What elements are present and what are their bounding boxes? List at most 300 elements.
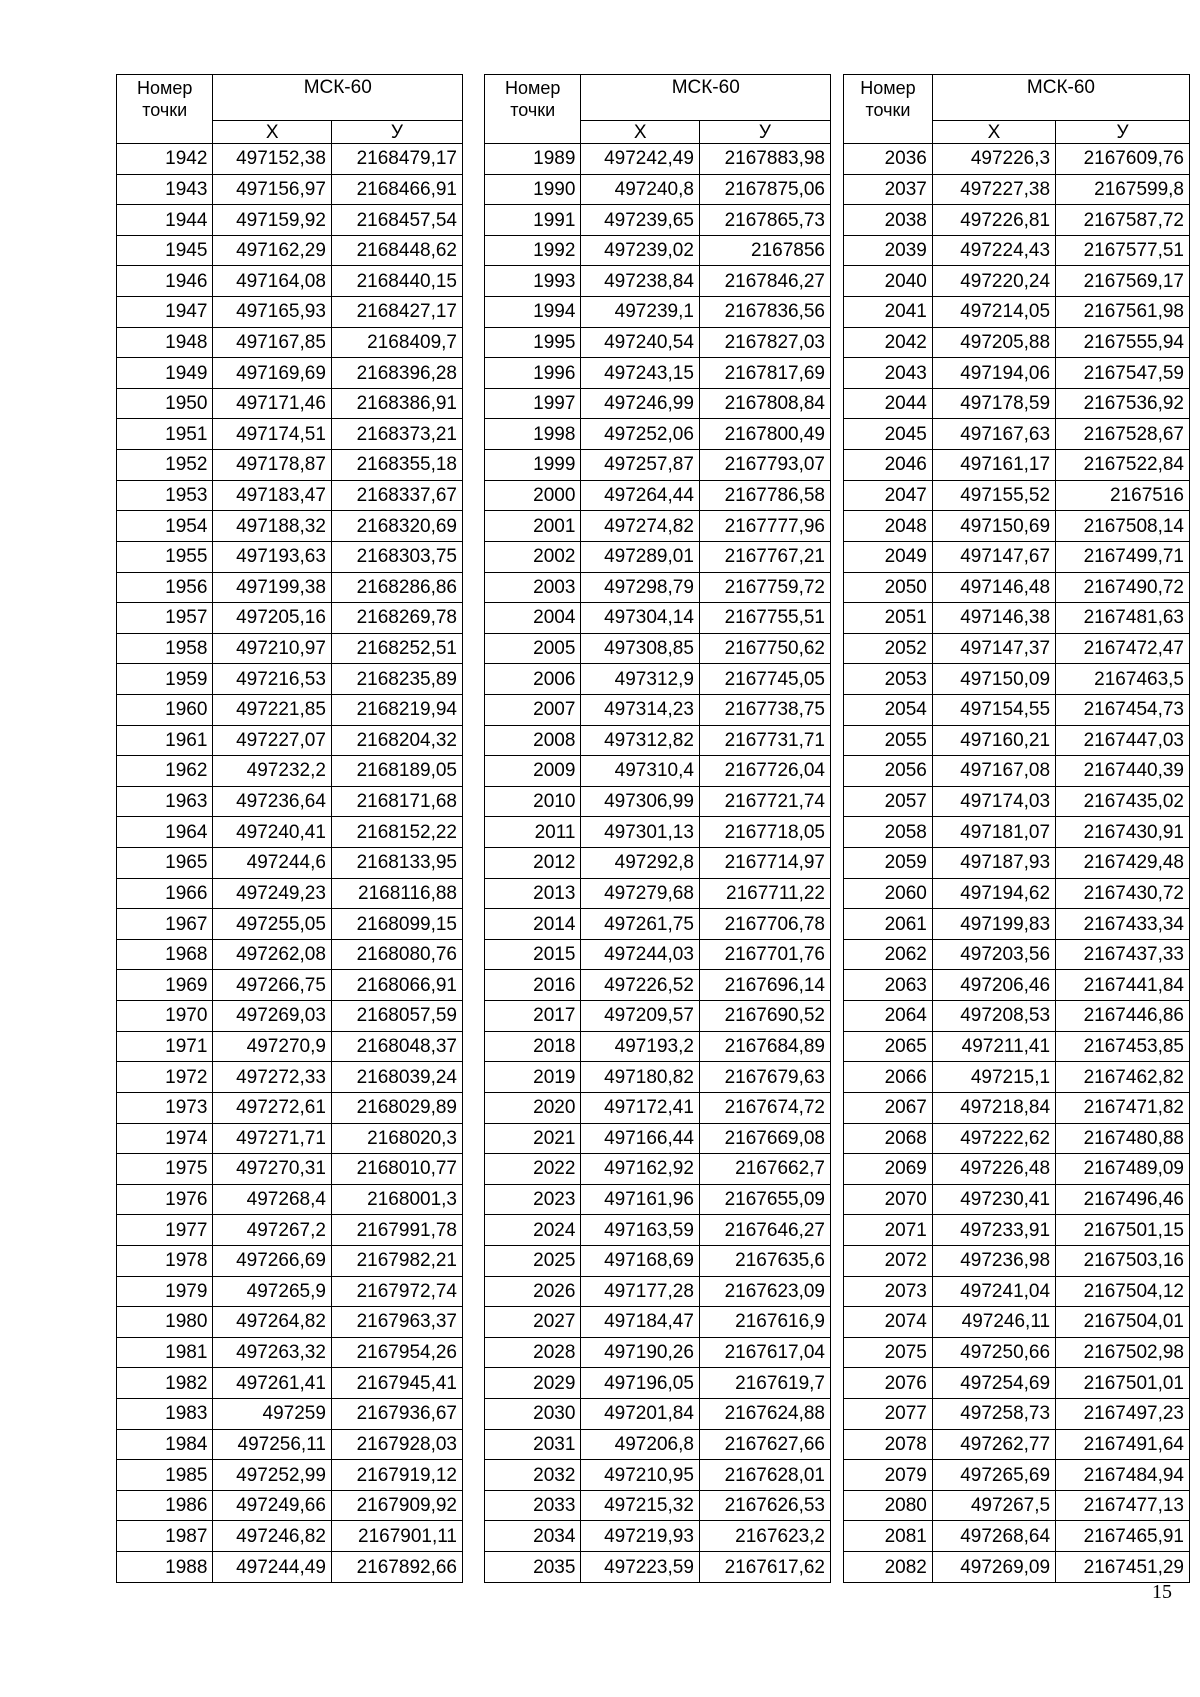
x-coordinate-cell: 497279,68 (581, 878, 699, 909)
coordinate-table-3 (843, 74, 1190, 1583)
table-row (117, 1154, 463, 1185)
point-number-cell: 2064 (844, 1001, 933, 1032)
table-row (844, 1154, 1190, 1185)
table-row (485, 1001, 831, 1032)
x-coordinate-cell: 497154,55 (932, 694, 1055, 725)
y-coordinate-cell: 2167690,52 (699, 1001, 830, 1032)
point-number-cell: 2003 (485, 572, 581, 603)
x-coordinate-cell: 497194,62 (932, 878, 1055, 909)
x-coordinate-cell: 497246,82 (213, 1521, 331, 1552)
point-number-cell: 1949 (117, 358, 213, 389)
table-row (117, 1490, 463, 1521)
point-number-cell: 2040 (844, 266, 933, 297)
y-coordinate-cell: 2167777,96 (699, 511, 830, 542)
y-coordinate-cell: 2167481,63 (1056, 603, 1190, 634)
x-coordinate-cell: 497239,1 (581, 297, 699, 328)
x-coordinate-cell: 497178,59 (932, 388, 1055, 419)
y-coordinate-cell: 2168048,37 (331, 1031, 462, 1062)
table-row (117, 1031, 463, 1062)
x-coordinate-cell: 497196,05 (581, 1368, 699, 1399)
point-number-cell: 2050 (844, 572, 933, 603)
x-coordinate-cell: 497226,81 (932, 205, 1055, 236)
y-coordinate-cell: 2167429,48 (1056, 848, 1190, 879)
table-row (117, 878, 463, 909)
y-coordinate-cell: 2167462,82 (1056, 1062, 1190, 1093)
x-coordinate-cell: 497210,95 (581, 1460, 699, 1491)
x-coordinate-cell: 497268,4 (213, 1184, 331, 1215)
y-coordinate-cell: 2167928,03 (331, 1429, 462, 1460)
x-coordinate-cell: 497183,47 (213, 480, 331, 511)
x-coordinate-cell: 497177,28 (581, 1276, 699, 1307)
table-row (485, 664, 831, 695)
y-coordinate-cell: 2167516 (1056, 480, 1190, 511)
point-number-cell: 2042 (844, 327, 933, 358)
x-coordinate-cell: 497147,67 (932, 541, 1055, 572)
y-coordinate-cell: 2167504,12 (1056, 1276, 1190, 1307)
x-coordinate-cell: 497181,07 (932, 817, 1055, 848)
point-number-cell: 1974 (117, 1123, 213, 1154)
y-coordinate-cell: 2168320,69 (331, 511, 462, 542)
coordinate-system-header: МСК-60 (932, 75, 1189, 121)
point-number-cell: 2058 (844, 817, 933, 848)
x-coordinate-cell: 497216,53 (213, 664, 331, 695)
point-number-cell: 2045 (844, 419, 933, 450)
x-coordinate-cell: 497162,92 (581, 1154, 699, 1185)
x-coordinate-cell: 497314,23 (581, 694, 699, 725)
y-coordinate-cell: 2168080,76 (331, 939, 462, 970)
y-coordinate-cell: 2167489,09 (1056, 1154, 1190, 1185)
y-coordinate-cell: 2167711,22 (699, 878, 830, 909)
y-coordinate-cell: 2167501,01 (1056, 1368, 1190, 1399)
y-coordinate-cell: 2167555,94 (1056, 327, 1190, 358)
table-row (117, 174, 463, 205)
point-number-cell: 2079 (844, 1460, 933, 1491)
x-coordinate-cell: 497209,57 (581, 1001, 699, 1032)
y-coordinate-cell: 2167684,89 (699, 1031, 830, 1062)
x-coordinate-cell: 497256,11 (213, 1429, 331, 1460)
x-coordinate-cell: 497224,43 (932, 235, 1055, 266)
y-coordinate-cell: 2167569,17 (1056, 266, 1190, 297)
table-row (844, 1429, 1190, 1460)
x-coordinate-cell: 497226,3 (932, 144, 1055, 175)
point-number-cell: 2009 (485, 756, 581, 787)
point-number-cell: 2073 (844, 1276, 933, 1307)
y-column-header: У (699, 121, 830, 144)
x-coordinate-cell: 497252,06 (581, 419, 699, 450)
table-row (117, 388, 463, 419)
table-row (485, 1276, 831, 1307)
table-row (117, 1337, 463, 1368)
x-coordinate-cell: 497162,29 (213, 235, 331, 266)
table-row (117, 1215, 463, 1246)
x-coordinate-cell: 497240,8 (581, 174, 699, 205)
x-coordinate-cell: 497180,82 (581, 1062, 699, 1093)
table-row (485, 1521, 831, 1552)
point-number-cell: 2019 (485, 1062, 581, 1093)
point-number-cell: 2044 (844, 388, 933, 419)
table-row (485, 388, 831, 419)
x-coordinate-cell: 497167,63 (932, 419, 1055, 450)
x-coordinate-cell: 497242,49 (581, 144, 699, 175)
table-row (117, 1521, 463, 1552)
table-row (485, 174, 831, 205)
point-number-cell: 2081 (844, 1521, 933, 1552)
y-coordinate-cell: 2168386,91 (331, 388, 462, 419)
table-row (485, 327, 831, 358)
table-row (485, 205, 831, 236)
x-coordinate-cell: 497269,03 (213, 1001, 331, 1032)
y-coordinate-cell: 2167731,71 (699, 725, 830, 756)
point-number-cell: 2043 (844, 358, 933, 389)
x-coordinate-cell: 497188,32 (213, 511, 331, 542)
y-coordinate-cell: 2167674,72 (699, 1092, 830, 1123)
y-coordinate-cell: 2167726,04 (699, 756, 830, 787)
table-row (485, 817, 831, 848)
y-coordinate-cell: 2167617,62 (699, 1552, 830, 1583)
point-number-cell: 1969 (117, 970, 213, 1001)
table-row (117, 297, 463, 328)
y-coordinate-cell: 2167497,23 (1056, 1398, 1190, 1429)
table-row (844, 388, 1190, 419)
table-row (844, 848, 1190, 879)
table-row (485, 1490, 831, 1521)
x-coordinate-cell: 497219,93 (581, 1521, 699, 1552)
point-number-cell: 1954 (117, 511, 213, 542)
y-coordinate-cell: 2167909,92 (331, 1490, 462, 1521)
table-row (117, 939, 463, 970)
y-coordinate-cell: 2167577,51 (1056, 235, 1190, 266)
x-coordinate-cell: 497265,9 (213, 1276, 331, 1307)
x-coordinate-cell: 497150,09 (932, 664, 1055, 695)
y-coordinate-cell: 2168252,51 (331, 633, 462, 664)
point-number-cell: 2021 (485, 1123, 581, 1154)
y-coordinate-cell: 2167624,88 (699, 1398, 830, 1429)
point-number-cell: 2024 (485, 1215, 581, 1246)
x-coordinate-cell: 497152,38 (213, 144, 331, 175)
x-coordinate-cell: 497201,84 (581, 1398, 699, 1429)
y-coordinate-cell: 2167480,88 (1056, 1123, 1190, 1154)
x-coordinate-cell: 497249,66 (213, 1490, 331, 1521)
y-coordinate-cell: 2167628,01 (699, 1460, 830, 1491)
table-row (117, 817, 463, 848)
y-coordinate-cell: 2167623,09 (699, 1276, 830, 1307)
point-number-cell: 1943 (117, 174, 213, 205)
y-coordinate-cell: 2167745,05 (699, 664, 830, 695)
x-coordinate-cell: 497236,98 (932, 1245, 1055, 1276)
page-number: 15 (1152, 1581, 1172, 1603)
y-coordinate-cell: 2168235,89 (331, 664, 462, 695)
y-coordinate-cell: 2168133,95 (331, 848, 462, 879)
table-row (844, 603, 1190, 634)
x-coordinate-cell: 497244,03 (581, 939, 699, 970)
table-row (485, 1092, 831, 1123)
x-coordinate-cell: 497194,06 (932, 358, 1055, 389)
y-coordinate-cell: 2167786,58 (699, 480, 830, 511)
point-number-cell: 2056 (844, 756, 933, 787)
point-number-cell: 2036 (844, 144, 933, 175)
point-number-cell: 1996 (485, 358, 581, 389)
point-number-cell: 1942 (117, 144, 213, 175)
point-number-cell: 1990 (485, 174, 581, 205)
point-number-cell: 1951 (117, 419, 213, 450)
point-number-cell: 2070 (844, 1184, 933, 1215)
table-row (117, 1092, 463, 1123)
table-row (844, 1092, 1190, 1123)
point-number-cell: 1981 (117, 1337, 213, 1368)
point-number-cell: 2072 (844, 1245, 933, 1276)
x-coordinate-cell: 497274,82 (581, 511, 699, 542)
y-coordinate-cell: 2167696,14 (699, 970, 830, 1001)
y-coordinate-cell: 2167491,64 (1056, 1429, 1190, 1460)
point-number-header: Номер точки (844, 75, 933, 144)
y-coordinate-cell: 2167561,98 (1056, 297, 1190, 328)
y-coordinate-cell: 2167669,08 (699, 1123, 830, 1154)
x-coordinate-cell: 497193,2 (581, 1031, 699, 1062)
x-coordinate-cell: 497205,88 (932, 327, 1055, 358)
point-number-cell: 1966 (117, 878, 213, 909)
x-coordinate-cell: 497246,11 (932, 1307, 1055, 1338)
x-coordinate-cell: 497166,44 (581, 1123, 699, 1154)
y-coordinate-cell: 2167963,37 (331, 1307, 462, 1338)
table-row (117, 848, 463, 879)
table-row (844, 1123, 1190, 1154)
y-coordinate-cell: 2167508,14 (1056, 511, 1190, 542)
x-coordinate-cell: 497272,61 (213, 1092, 331, 1123)
table-row (844, 174, 1190, 205)
x-coordinate-cell: 497190,26 (581, 1337, 699, 1368)
table-row (844, 786, 1190, 817)
y-coordinate-cell: 2167767,21 (699, 541, 830, 572)
y-coordinate-cell: 2167433,34 (1056, 909, 1190, 940)
x-coordinate-cell: 497254,69 (932, 1368, 1055, 1399)
point-number-cell: 1948 (117, 327, 213, 358)
x-coordinate-cell: 497238,84 (581, 266, 699, 297)
y-column-header: У (1056, 121, 1190, 144)
y-coordinate-cell: 2167972,74 (331, 1276, 462, 1307)
table-row (485, 1398, 831, 1429)
table-row (844, 817, 1190, 848)
point-number-cell: 1995 (485, 327, 581, 358)
table-row (117, 266, 463, 297)
point-number-cell: 2053 (844, 664, 933, 695)
point-number-cell: 1982 (117, 1368, 213, 1399)
y-coordinate-cell: 2168396,28 (331, 358, 462, 389)
x-coordinate-cell: 497270,9 (213, 1031, 331, 1062)
x-coordinate-cell: 497161,96 (581, 1184, 699, 1215)
table-row (485, 1215, 831, 1246)
y-coordinate-cell: 2167635,6 (699, 1245, 830, 1276)
y-coordinate-cell: 2168355,18 (331, 450, 462, 481)
point-number-cell: 2030 (485, 1398, 581, 1429)
table-row (485, 358, 831, 389)
y-coordinate-cell: 2168066,91 (331, 970, 462, 1001)
table-row (117, 909, 463, 940)
table-row (844, 694, 1190, 725)
y-coordinate-cell: 2167623,2 (699, 1521, 830, 1552)
x-coordinate-cell: 497267,2 (213, 1215, 331, 1246)
point-number-cell: 1964 (117, 817, 213, 848)
point-number-cell: 1994 (485, 297, 581, 328)
point-number-cell: 1988 (117, 1552, 213, 1583)
table-row (485, 450, 831, 481)
y-coordinate-cell: 2167865,73 (699, 205, 830, 236)
y-coordinate-cell: 2167451,29 (1056, 1552, 1190, 1583)
table-row (485, 848, 831, 879)
point-number-cell: 1979 (117, 1276, 213, 1307)
x-coordinate-cell: 497269,09 (932, 1552, 1055, 1583)
coordinate-system-header: МСК-60 (213, 75, 463, 121)
point-number-cell: 2029 (485, 1368, 581, 1399)
x-coordinate-cell: 497211,41 (932, 1031, 1055, 1062)
table-row (485, 970, 831, 1001)
table-row (485, 1460, 831, 1491)
table-row (117, 1460, 463, 1491)
point-number-cell: 2002 (485, 541, 581, 572)
point-number-cell: 1953 (117, 480, 213, 511)
y-coordinate-cell: 2167856 (699, 235, 830, 266)
x-coordinate-cell: 497246,99 (581, 388, 699, 419)
table-row (844, 1184, 1190, 1215)
table-row (485, 1307, 831, 1338)
point-number-cell: 2020 (485, 1092, 581, 1123)
y-coordinate-cell: 2167440,39 (1056, 756, 1190, 787)
x-coordinate-cell: 497174,51 (213, 419, 331, 450)
y-coordinate-cell: 2167547,59 (1056, 358, 1190, 389)
x-coordinate-cell: 497259 (213, 1398, 331, 1429)
y-coordinate-cell: 2168116,88 (331, 878, 462, 909)
y-coordinate-cell: 2168099,15 (331, 909, 462, 940)
y-coordinate-cell: 2167453,85 (1056, 1031, 1190, 1062)
table-row (117, 1276, 463, 1307)
point-number-cell: 2047 (844, 480, 933, 511)
y-coordinate-cell: 2167646,27 (699, 1215, 830, 1246)
point-number-cell: 1973 (117, 1092, 213, 1123)
x-coordinate-cell: 497193,63 (213, 541, 331, 572)
x-coordinate-cell: 497184,47 (581, 1307, 699, 1338)
x-column-header: Х (213, 121, 331, 144)
table-row (485, 939, 831, 970)
point-number-cell: 2007 (485, 694, 581, 725)
y-coordinate-cell: 2167892,66 (331, 1552, 462, 1583)
table-row (844, 664, 1190, 695)
x-coordinate-cell: 497240,41 (213, 817, 331, 848)
x-coordinate-cell: 497240,54 (581, 327, 699, 358)
table-row (844, 144, 1190, 175)
y-coordinate-cell: 2167800,49 (699, 419, 830, 450)
table-row (117, 144, 463, 175)
table-row (485, 1552, 831, 1583)
y-coordinate-cell: 2168001,3 (331, 1184, 462, 1215)
point-number-cell: 1987 (117, 1521, 213, 1552)
point-number-cell: 2075 (844, 1337, 933, 1368)
x-coordinate-cell: 497161,17 (932, 450, 1055, 481)
y-coordinate-cell: 2168457,54 (331, 205, 462, 236)
table-row (117, 1001, 463, 1032)
point-number-cell: 2039 (844, 235, 933, 266)
x-coordinate-cell: 497167,85 (213, 327, 331, 358)
point-number-cell: 1962 (117, 756, 213, 787)
coordinate-table-2 (484, 74, 831, 1583)
y-coordinate-cell: 2167619,7 (699, 1368, 830, 1399)
point-number-cell: 2061 (844, 909, 933, 940)
x-coordinate-cell: 497169,69 (213, 358, 331, 389)
x-coordinate-cell: 497298,79 (581, 572, 699, 603)
table-row (844, 756, 1190, 787)
table-row (485, 1184, 831, 1215)
y-coordinate-cell: 2167430,91 (1056, 817, 1190, 848)
x-coordinate-cell: 497163,59 (581, 1215, 699, 1246)
y-coordinate-cell: 2167738,75 (699, 694, 830, 725)
point-number-cell: 2034 (485, 1521, 581, 1552)
point-number-cell: 2018 (485, 1031, 581, 1062)
x-coordinate-cell: 497199,83 (932, 909, 1055, 940)
x-coordinate-cell: 497226,48 (932, 1154, 1055, 1185)
table-row (844, 1245, 1190, 1276)
y-coordinate-cell: 2167503,16 (1056, 1245, 1190, 1276)
point-number-cell: 2032 (485, 1460, 581, 1491)
y-coordinate-cell: 2167662,7 (699, 1154, 830, 1185)
x-coordinate-cell: 497232,2 (213, 756, 331, 787)
y-coordinate-cell: 2167626,53 (699, 1490, 830, 1521)
y-coordinate-cell: 2167490,72 (1056, 572, 1190, 603)
y-coordinate-cell: 2167435,02 (1056, 786, 1190, 817)
y-coordinate-cell: 2167817,69 (699, 358, 830, 389)
table-row (485, 572, 831, 603)
table-row (117, 664, 463, 695)
table-row (117, 480, 463, 511)
table-row (117, 1062, 463, 1093)
table-row (117, 603, 463, 634)
table-row (844, 450, 1190, 481)
y-coordinate-cell: 2168057,59 (331, 1001, 462, 1032)
y-coordinate-cell: 2168466,91 (331, 174, 462, 205)
table-row (485, 756, 831, 787)
table-row (485, 541, 831, 572)
point-number-cell: 2017 (485, 1001, 581, 1032)
y-coordinate-cell: 2168020,3 (331, 1123, 462, 1154)
point-number-cell: 1958 (117, 633, 213, 664)
point-number-cell: 1950 (117, 388, 213, 419)
table-row (485, 1031, 831, 1062)
table-row (844, 1460, 1190, 1491)
x-coordinate-cell: 497230,41 (932, 1184, 1055, 1215)
table-row (485, 725, 831, 756)
y-coordinate-cell: 2167701,76 (699, 939, 830, 970)
point-number-cell: 1975 (117, 1154, 213, 1185)
point-number-cell: 1980 (117, 1307, 213, 1338)
point-number-cell: 2065 (844, 1031, 933, 1062)
x-column-header: Х (581, 121, 699, 144)
x-coordinate-cell: 497160,21 (932, 725, 1055, 756)
y-coordinate-cell: 2167627,66 (699, 1429, 830, 1460)
x-coordinate-cell: 497263,32 (213, 1337, 331, 1368)
x-coordinate-cell: 497244,49 (213, 1552, 331, 1583)
x-coordinate-cell: 497252,99 (213, 1460, 331, 1491)
point-number-cell: 2077 (844, 1398, 933, 1429)
table-row (117, 541, 463, 572)
y-column-header: У (331, 121, 462, 144)
point-number-cell: 2063 (844, 970, 933, 1001)
y-coordinate-cell: 2167982,21 (331, 1245, 462, 1276)
point-number-cell: 1944 (117, 205, 213, 236)
point-number-cell: 1965 (117, 848, 213, 879)
point-number-cell: 2055 (844, 725, 933, 756)
point-number-cell: 2067 (844, 1092, 933, 1123)
x-coordinate-cell: 497239,65 (581, 205, 699, 236)
x-coordinate-cell: 497167,08 (932, 756, 1055, 787)
x-coordinate-cell: 497165,93 (213, 297, 331, 328)
point-number-cell: 2082 (844, 1552, 933, 1583)
